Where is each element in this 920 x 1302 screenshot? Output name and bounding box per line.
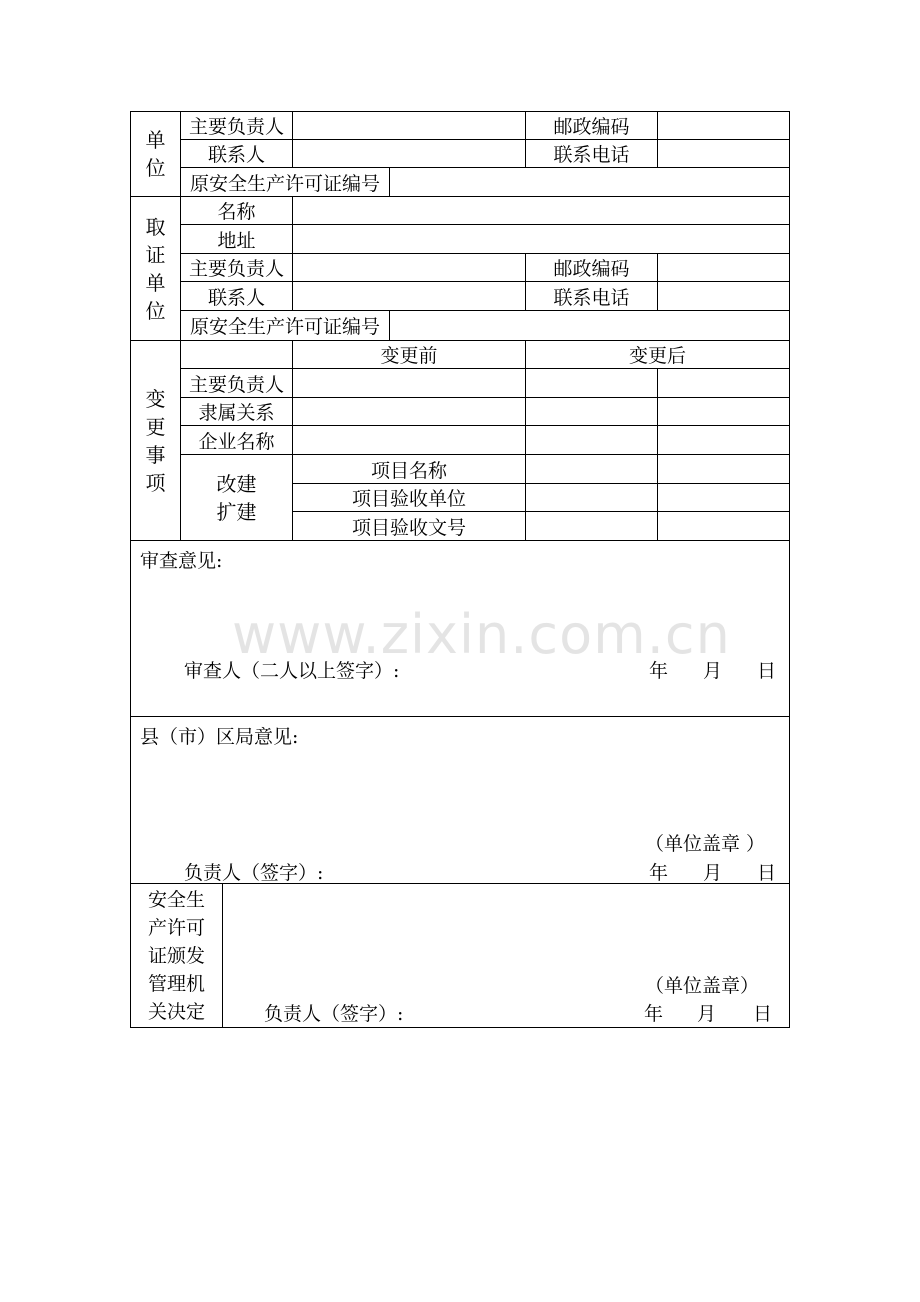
county-day: 日	[757, 862, 777, 884]
unit-head-label: 主要负责人	[180, 111, 293, 140]
county-seal: （单位盖章 ）	[645, 833, 766, 855]
cert-postcode-value[interactable]	[657, 253, 790, 282]
decision-label-line: 安全生	[147, 888, 205, 911]
review-title: 审查意见:	[140, 550, 223, 572]
decision-signer: 负责人（签字）:	[264, 1003, 404, 1025]
cert-phone-label: 联系电话	[525, 281, 658, 311]
unit-postcode-value[interactable]	[657, 111, 790, 140]
changes-label-char: 变	[145, 386, 166, 411]
decision-label-line: 管理机	[147, 972, 205, 995]
unit-phone-label: 联系电话	[525, 139, 658, 168]
decision-label-line: 产许可	[147, 916, 205, 939]
rebuild-row-after-a[interactable]	[525, 511, 658, 541]
changes-label-char: 更	[145, 414, 166, 439]
cert-label-char: 证	[145, 242, 166, 267]
cert-label-char: 单	[145, 270, 166, 295]
changes-row-after-a[interactable]	[525, 368, 658, 398]
cert-license-value[interactable]	[389, 310, 790, 341]
cert-head-value[interactable]	[292, 253, 526, 282]
rebuild-label	[180, 454, 293, 541]
decision-day: 日	[753, 1003, 773, 1025]
rebuild-row-label: 项目验收文号	[292, 511, 526, 541]
cert-postcode-label: 邮政编码	[525, 253, 658, 282]
review-year: 年	[649, 660, 669, 682]
unit-label-char: 位	[145, 156, 166, 180]
changes-header-after: 变更后	[525, 340, 790, 369]
cert-address-label: 地址	[180, 224, 293, 254]
decision-month: 月	[697, 1003, 717, 1025]
changes-section-label	[130, 340, 181, 541]
county-title: 县（市）区局意见:	[140, 726, 299, 748]
unit-head-value[interactable]	[292, 111, 526, 140]
unit-postcode-label: 邮政编码	[525, 111, 658, 140]
changes-row-before[interactable]	[292, 368, 526, 398]
decision-label-line: 关决定	[147, 1000, 205, 1023]
rebuild-row-after-b[interactable]	[657, 454, 790, 484]
decision-year: 年	[644, 1003, 664, 1025]
decision-label-line: 证颁发	[147, 944, 205, 967]
rebuild-row-label: 项目名称	[292, 454, 526, 484]
county-signer: 负责人（签字）:	[184, 862, 324, 884]
rebuild-row-after-a[interactable]	[525, 483, 658, 512]
changes-row-after-a[interactable]	[525, 425, 658, 455]
decision-label	[130, 883, 223, 1028]
rebuild-row-after-b[interactable]	[657, 511, 790, 541]
changes-label-char: 项	[145, 470, 166, 495]
unit-label-char: 单	[145, 128, 166, 152]
unit-contact-label: 联系人	[180, 139, 293, 168]
cert-label-char: 取	[145, 214, 166, 239]
county-month: 月	[703, 862, 723, 884]
decision-seal: （单位盖章）	[645, 975, 760, 997]
cert-address-value[interactable]	[292, 224, 790, 254]
review-signer: 审查人（二人以上签字）:	[184, 660, 400, 682]
changes-row-before[interactable]	[292, 397, 526, 426]
rebuild-row-label: 项目验收单位	[292, 483, 526, 512]
cert-unit-section-label	[130, 196, 181, 341]
cert-contact-label: 联系人	[180, 281, 293, 311]
review-day: 日	[757, 660, 777, 682]
county-year: 年	[649, 862, 669, 884]
cert-head-label: 主要负责人	[180, 253, 293, 282]
rebuild-label-line: 改建	[216, 471, 257, 496]
cert-phone-value[interactable]	[657, 281, 790, 311]
changes-row-after-b[interactable]	[657, 397, 790, 426]
changes-row-label: 企业名称	[180, 425, 293, 455]
cert-name-label: 名称	[180, 196, 293, 225]
changes-row-after-a[interactable]	[525, 397, 658, 426]
cert-contact-value[interactable]	[292, 281, 526, 311]
changes-row-label: 主要负责人	[180, 368, 293, 398]
changes-row-after-b[interactable]	[657, 368, 790, 398]
changes-label-char: 事	[145, 442, 166, 467]
rebuild-label-line: 扩建	[216, 499, 257, 524]
changes-header-blank	[180, 340, 293, 369]
unit-phone-value[interactable]	[657, 139, 790, 168]
rebuild-row-after-b[interactable]	[657, 483, 790, 512]
unit-license-label: 原安全生产许可证编号	[180, 167, 390, 197]
watermark: www.zixin.com.cn	[232, 603, 731, 666]
cert-license-label: 原安全生产许可证编号	[180, 310, 390, 341]
changes-row-after-b[interactable]	[657, 425, 790, 455]
unit-section-label	[130, 111, 181, 197]
cert-name-value[interactable]	[292, 196, 790, 225]
changes-header-before: 变更前	[292, 340, 526, 369]
cert-label-char: 位	[145, 298, 166, 323]
unit-contact-value[interactable]	[292, 139, 526, 168]
unit-license-value[interactable]	[389, 167, 790, 197]
changes-row-before[interactable]	[292, 425, 526, 455]
review-month: 月	[703, 660, 723, 682]
rebuild-row-after-a[interactable]	[525, 454, 658, 484]
county-box[interactable]	[130, 716, 790, 884]
decision-box[interactable]	[222, 883, 790, 1028]
changes-row-label: 隶属关系	[180, 397, 293, 426]
